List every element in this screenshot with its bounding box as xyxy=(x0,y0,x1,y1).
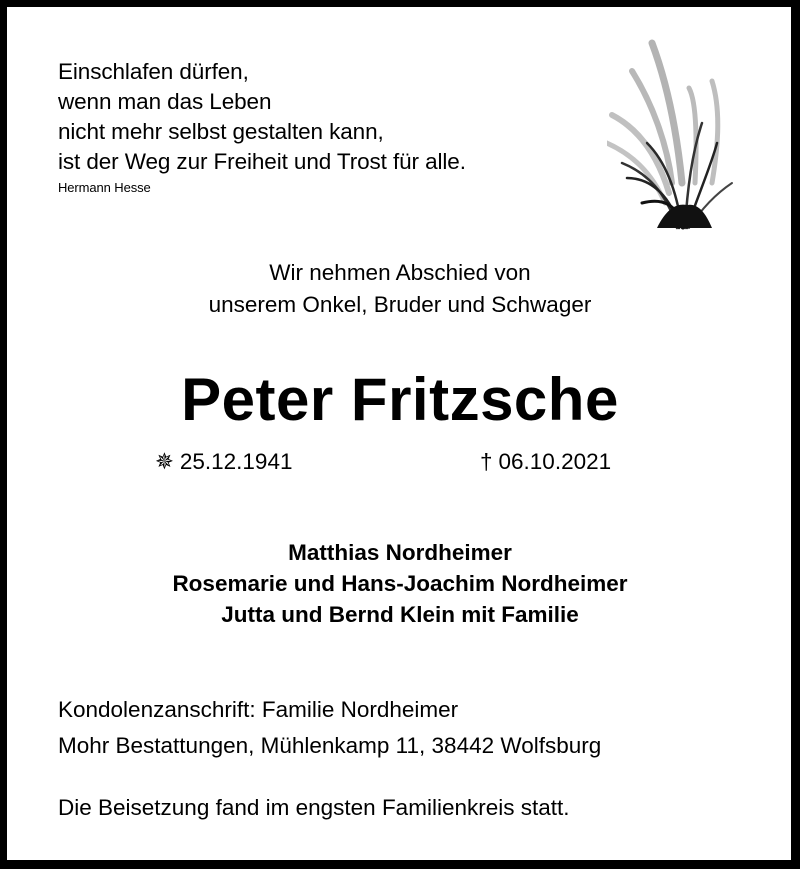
quote-block xyxy=(58,57,466,197)
address-line: Mohr Bestattungen, Mühlenkamp 11, 38442 Wolfsburg xyxy=(58,733,602,758)
mourner: Matthias Nordheimer xyxy=(288,540,512,565)
intro-line: unserem Onkel, Bruder und Schwager xyxy=(208,292,592,317)
intro-line: Wir nehmen Abschied von xyxy=(269,260,531,285)
quote-line: ist der Weg zur Freiheit und Trost für alle. xyxy=(58,149,466,174)
quote-line: Einschlafen dürfen, xyxy=(58,59,249,84)
quote-line: nicht mehr selbst gestalten kann, xyxy=(58,119,384,144)
death-date-row xyxy=(480,447,611,477)
burial-note: Die Beisetzung fand im engsten Familienkreis statt. xyxy=(58,795,570,820)
quote-author: Hermann Hesse xyxy=(58,180,151,195)
star-birth-icon: ✵ xyxy=(155,449,174,474)
intro-text xyxy=(0,257,800,321)
condolence-address xyxy=(58,692,601,764)
birth-date-row xyxy=(155,447,292,477)
mourner: Rosemarie und Hans-Joachim Nordheimer xyxy=(172,571,628,596)
grass-illustration-icon xyxy=(607,33,747,233)
quote-line: wenn man das Leben xyxy=(58,89,272,114)
deceased-name: Peter Fritzsche xyxy=(181,366,619,433)
obituary-card xyxy=(7,7,791,860)
mourner: Jutta und Bernd Klein mit Familie xyxy=(221,602,579,627)
birth-date: 25.12.1941 xyxy=(179,449,293,474)
mourners-list xyxy=(0,537,800,630)
address-line: Kondolenzanschrift: Familie Nordheimer xyxy=(58,697,459,722)
cross-death-icon: † xyxy=(480,449,493,474)
death-date: 06.10.2021 xyxy=(498,449,612,474)
